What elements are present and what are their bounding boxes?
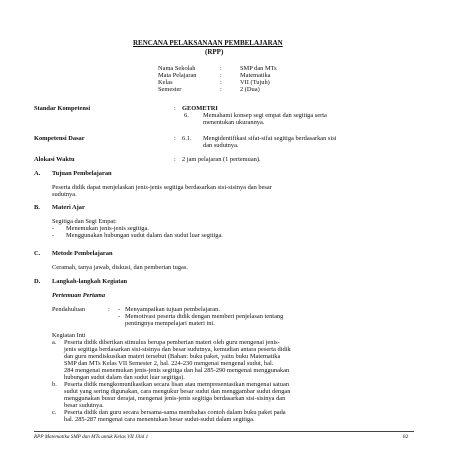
section-b-letter: B. — [34, 204, 40, 211]
kompetensi-label: Kompetensi Dasar — [34, 135, 85, 142]
bullet-dash: - — [118, 306, 121, 313]
inti-a-line-6: hubungan sudut dalam dan sudut luar segitiga). — [64, 374, 185, 381]
inti-a-line-4: SMP dan MTs Kelas VII Semester 2, hal. 224-230 mengenai mengenal sudut, hal. — [64, 360, 274, 367]
standar-number: 6. — [184, 112, 189, 119]
colon: : — [108, 306, 110, 313]
inti-label: Kegiatan Inti — [52, 332, 86, 339]
section-a-line-2: sudutnya. — [52, 191, 77, 198]
pendahuluan-label: Pendahuluan — [52, 306, 86, 313]
colon: : — [174, 156, 176, 163]
standar-line-1: Memahami konsep segi empat dan segitiga serta — [203, 112, 327, 119]
section-b-title: Materi Ajar — [52, 204, 85, 211]
section-c-letter: C. — [34, 250, 41, 257]
list-marker: b. — [52, 381, 57, 388]
section-c-title: Metode Pembelajaran — [52, 250, 113, 257]
colon: : — [174, 105, 176, 112]
kompetensi-line-1: Mengidentifikasi sifat-sifat segitiga berdasarkan sisi — [203, 135, 337, 142]
inti-b-line-3: menggunakan busur derajat, mengenai jenis-jenis segitiga berdasarkan sisi-sisinya dan — [64, 395, 286, 402]
section-a-letter: A. — [34, 170, 41, 177]
inti-b-line-1: Peserta didik mengkomunikasikan secara lisan atau mempresentasikan mengenai satuan — [64, 381, 290, 388]
alokasi-label: Alokasi Waktu — [34, 156, 75, 163]
section-a-title: Tujuan Pembelajaran — [52, 170, 112, 177]
standar-line-2: menentukan ukurannya. — [203, 119, 265, 126]
standar-label: Standar Kompetensi — [34, 105, 91, 112]
page-title: RENCANA PELAKSANAAN PEMBELAJARAN — [133, 39, 283, 47]
pendahuluan-item-2: Memotivasi peserta didik dengan memberi penjelasan tentang — [125, 313, 284, 320]
page-number: 82 — [403, 434, 409, 440]
meeting-title: Pertemuan Pertama — [52, 292, 106, 299]
footer-divider — [34, 431, 414, 432]
colon: : — [174, 135, 176, 142]
bullet-dash: - — [118, 313, 121, 320]
alokasi-value: 2 jam pelajaran (1 pertemuan). — [182, 156, 261, 163]
section-b-item-1: Menemukan jenis-jenis segitiga. — [66, 225, 149, 232]
bullet-dash: - — [52, 232, 55, 239]
inti-b-line-4: besar sudutnya. — [64, 402, 104, 409]
kompetensi-number: 6.1. — [182, 135, 192, 142]
list-marker: c. — [52, 409, 57, 416]
section-d-letter: D. — [34, 278, 41, 285]
pendahuluan-item-1: Menyampaikan tujuan pembelajaran. — [125, 306, 220, 313]
section-c-text: Ceramah, tanya jawab, diskusi, dan pemberian tugas. — [52, 264, 188, 271]
inti-c-line-2: hal. 285-287 mengenai cara menentukan besar sudut-sudut dalam segitiga. — [64, 416, 255, 423]
section-a-line-1: Peserta didik dapat menjelaskan jenis-jenis segitiga berdasarkan sisi-sisinya dan besar — [52, 184, 272, 191]
inti-b-line-2: sudut yang sering digunakan, cara mengukur besar sudut dan menggambar sudut dengan — [64, 388, 291, 395]
inti-a-line-2: jenis segitiga berdasarkan sisi-sisinya dan besar sudutnya, kemudian antara peserta didik — [64, 346, 291, 353]
section-b-item-2: Menggunakan hubungan sudut dalam dan sudut luar segitiga. — [66, 232, 223, 239]
section-d-title: Langkah-langkah Kegiatan — [52, 278, 128, 285]
kompetensi-line-2: dan sudutnya. — [203, 142, 239, 149]
page-subtitle: (RPP) — [205, 48, 224, 56]
inti-a-line-3: dan guru mendiskusikan materi tersebut (Bahan: buku paket, yaitu buku Matematika — [64, 353, 281, 360]
standar-value: GEOMETRI — [182, 105, 218, 112]
inti-c-line-1: Peserta didik dan guru secara bersama-sama membahas contoh dalam buku paket pada — [64, 409, 286, 416]
inti-a-line-5: 284 mengenai menemukan jenis-jenis segitiga dan hal 285-290 mengenai menggunakan — [64, 367, 290, 374]
pendahuluan-item-3: pentingnya mempelajari materi ini. — [125, 320, 215, 327]
list-marker: a. — [52, 339, 57, 346]
footer-text: RPP Matematika SMP dan MTs untuk Kelas VII Jilid 1 — [34, 434, 149, 440]
bullet-dash: - — [52, 225, 55, 232]
document-page: RENCANA PELAKSANAAN PEMBELAJARAN (RPP) Nama Sekolah : SMP dan MTs Mata Pelajaran : Matematika Kelas : VII (Tujuh) Semester : 2 (Dua) Standar Kompetensi : GEOMETRI 6. Memahami konsep segi empat dan segitiga serta menentukan ukurannya. Kompetensi Dasar : 6.1. Mengidentifikasi sifat-sifat segitiga berdasarkan sisi dan sudutnya. Alokasi Waktu : 2 jam pelajaran (1 pertemuan). A. Tujuan Pembelajaran Peserta didik dapat menjelaskan jenis-jenis segitiga berdasarkan sisi-sisinya dan besar sudutnya. B. Materi Ajar Segitiga dan Segi Empat: - Menemukan jenis-jenis segitiga. - Menggunakan hubungan sudut dalam dan sudut luar segitiga. C. Metode Pembelajaran Ceramah, tanya jawab, diskusi, dan pemberian tugas. D. Langkah-langkah Kegiatan Pertemuan Pertama Pendahuluan : - Menyampaikan tujuan pembelajaran. - Memotivasi peserta didik dengan memberi penjelasan tentang pentingnya mempelajari materi ini. Kegiatan Inti a. Peserta didik diberikan stimulus berupa pemberian materi oleh guru mengenai jenis- jenis segitiga berdasarkan sisi-sisinya dan besar sudutnya, kemudian antara peserta didik dan guru mendiskusikan materi tersebut (Bahan: buku paket, yaitu buku Matematika SMP dan MTs Kelas VII Semester 2, hal. 224-230 mengenai mengenal sudut, hal. 284 mengenai menemukan jenis-jenis segitiga dan hal 285-290 mengenai menggunakan hubungan sudut dalam dan sudut luar segitiga). b. Peserta didik mengkomunikasikan secara lisan atau mempresentasikan mengenai satuan sudut yang sering digunakan, cara mengukur besar sudut dan menggambar sudut dengan menggunakan busur derajat, mengenai jenis-jenis segitiga berdasarkan sisi-sisinya dan besar sudutnya. c. Peserta didik dan guru secara bersama-sama membahas contoh dalam buku paket pada hal. 285-287 mengenai cara menentukan besar sudut-sudut dalam segitiga. RPP Matematika SMP dan MTs untuk Kelas VII Jilid 1 82 — [0, 0, 453, 453]
section-b-intro: Segitiga dan Segi Empat: — [52, 218, 117, 225]
inti-a-line-1: Peserta didik diberikan stimulus berupa pemberian materi oleh guru mengenai jenis- — [64, 339, 280, 346]
